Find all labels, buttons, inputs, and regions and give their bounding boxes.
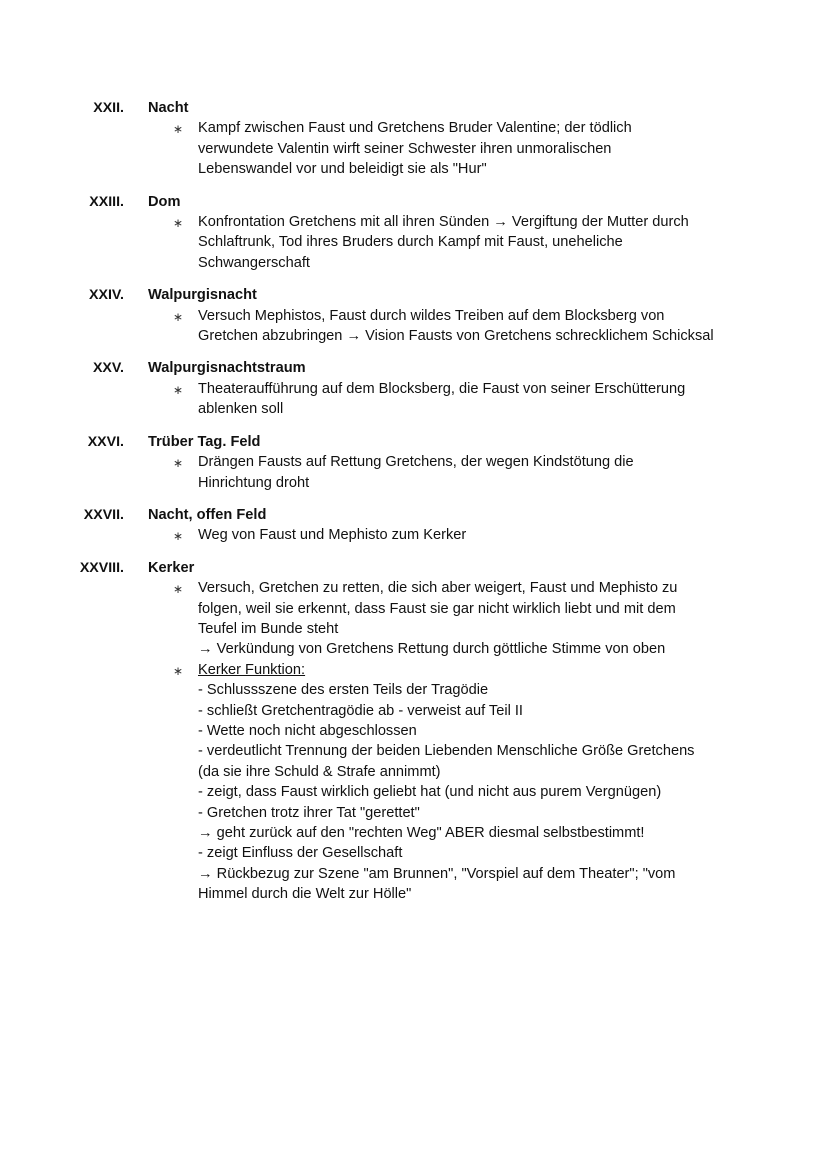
bullet-star-icon: ∗	[173, 216, 184, 231]
text-line: → Verkündung von Gretchens Rettung durch göttliche Stimme von oben	[198, 641, 666, 658]
bullet-star-icon: ∗	[173, 663, 184, 678]
scene-section	[0, 192, 828, 274]
scene-number: XXII.	[93, 100, 124, 116]
text-line: folgen, weil sie erkennt, dass Faust sie gar nicht wirklich liebt und mit dem	[198, 600, 676, 617]
text-line: - schließt Gretchentragödie ab - verweist auf Teil II	[198, 702, 523, 719]
bullet-star-icon: ∗	[173, 122, 184, 137]
text-line: Hinrichtung droht	[198, 474, 310, 491]
text-line: Lebenswandel vor und beleidigt sie als "Hur"	[198, 161, 487, 178]
text-line: Theateraufführung auf dem Blocksberg, die Faust von seiner Erschütterung	[198, 380, 686, 397]
scene-section	[0, 432, 828, 493]
text-line: ablenken soll	[198, 401, 284, 418]
text-line: - Gretchen trotz ihrer Tat "gerettet"	[198, 804, 420, 821]
text-line: - zeigt Einfluss der Gesellschaft	[198, 845, 403, 862]
scene-section	[0, 98, 828, 180]
text-line: → geht zurück auf den "rechten Weg" ABER diesmal selbstbestimmt!	[198, 825, 645, 841]
scene-section	[0, 285, 828, 346]
text-line: Teufel im Bunde steht	[198, 620, 339, 637]
scene-title: Trüber Tag. Feld	[148, 433, 261, 450]
scene-number: XXVIII.	[79, 559, 124, 576]
scene-number: XXIV.	[89, 287, 124, 304]
bullet-item	[173, 660, 738, 905]
text-line: Schlaftrunk, Tod ihres Bruders durch Kampf mit Faust, uneheliche	[198, 234, 623, 251]
bullet-item	[173, 118, 738, 179]
bullet-star-icon: ∗	[173, 382, 184, 397]
text-line: - zeigt, dass Faust wirklich geliebt hat (und nicht aus purem Vergnügen)	[198, 784, 662, 801]
text-line: - Schlussszene des ersten Teils der Tragödie	[198, 682, 489, 699]
scene-number: XXVI.	[87, 433, 124, 450]
bullet-item	[173, 379, 738, 420]
text-line: - verdeutlicht Trennung der beiden Liebenden Menschliche Größe Gretchens	[198, 743, 695, 760]
text-line: Weg von Faust und Mephisto zum Kerker	[198, 527, 467, 544]
bullet-item	[173, 525, 738, 545]
scene-title: Kerker	[148, 559, 195, 576]
scene-title: Walpurgisnacht	[148, 287, 257, 304]
text-line: Gretchen abzubringen → Vision Fausts von Gretchens schrecklichem Schicksal	[198, 328, 714, 345]
scene-title: Walpurgisnachtstraum	[148, 360, 306, 377]
text-line: - Wette noch nicht abgeschlossen	[198, 722, 417, 739]
text-line: Konfrontation Gretchens mit all ihren Sünden → Vergiftung der Mutter durch	[198, 214, 689, 231]
scene-title: Dom	[148, 193, 181, 210]
scene-number: XXIII.	[89, 193, 124, 210]
text-line: Versuch Mephistos, Faust durch wildes Treiben auf dem Blocksberg von	[198, 307, 665, 324]
text-line: Drängen Fausts auf Rettung Gretchens, der wegen Kindstötung die	[198, 454, 634, 471]
bullet-star-icon: ∗	[173, 529, 184, 544]
text-line: Himmel durch die Welt zur Hölle"	[198, 886, 412, 903]
scene-section	[0, 558, 828, 905]
bullet-item	[173, 452, 738, 493]
bullet-star-icon: ∗	[173, 456, 184, 471]
scene-number: XXVII.	[83, 506, 124, 523]
scene-section	[0, 505, 828, 546]
bullet-item	[173, 306, 738, 347]
text-line: Versuch, Gretchen zu retten, die sich aber weigert, Faust und Mephisto zu	[198, 580, 678, 597]
bullet-star-icon: ∗	[173, 309, 184, 324]
scene-number: XXV.	[92, 360, 124, 377]
scene-title: Nacht, offen Feld	[148, 506, 267, 523]
bullet-star-icon: ∗	[173, 582, 184, 597]
text-line: verwundete Valentin wirft seiner Schwester ihren unmoralischen	[198, 140, 612, 157]
text-line: → Rückbezug zur Szene "am Brunnen", "Vorspiel auf dem Theater"; "vom	[198, 865, 676, 882]
scene-title: Nacht	[148, 100, 189, 116]
bullet-item	[173, 578, 738, 660]
scene-section	[0, 358, 828, 419]
subheading: Kerker Funktion:	[198, 661, 306, 678]
text-line: Kampf zwischen Faust und Gretchens Bruder Valentine; der tödlich	[198, 120, 632, 137]
document-page	[0, 98, 828, 917]
text-line: Schwangerschaft	[198, 254, 310, 271]
text-line: (da sie ihre Schuld & Strafe annimmt)	[198, 763, 441, 780]
bullet-item	[173, 212, 738, 273]
